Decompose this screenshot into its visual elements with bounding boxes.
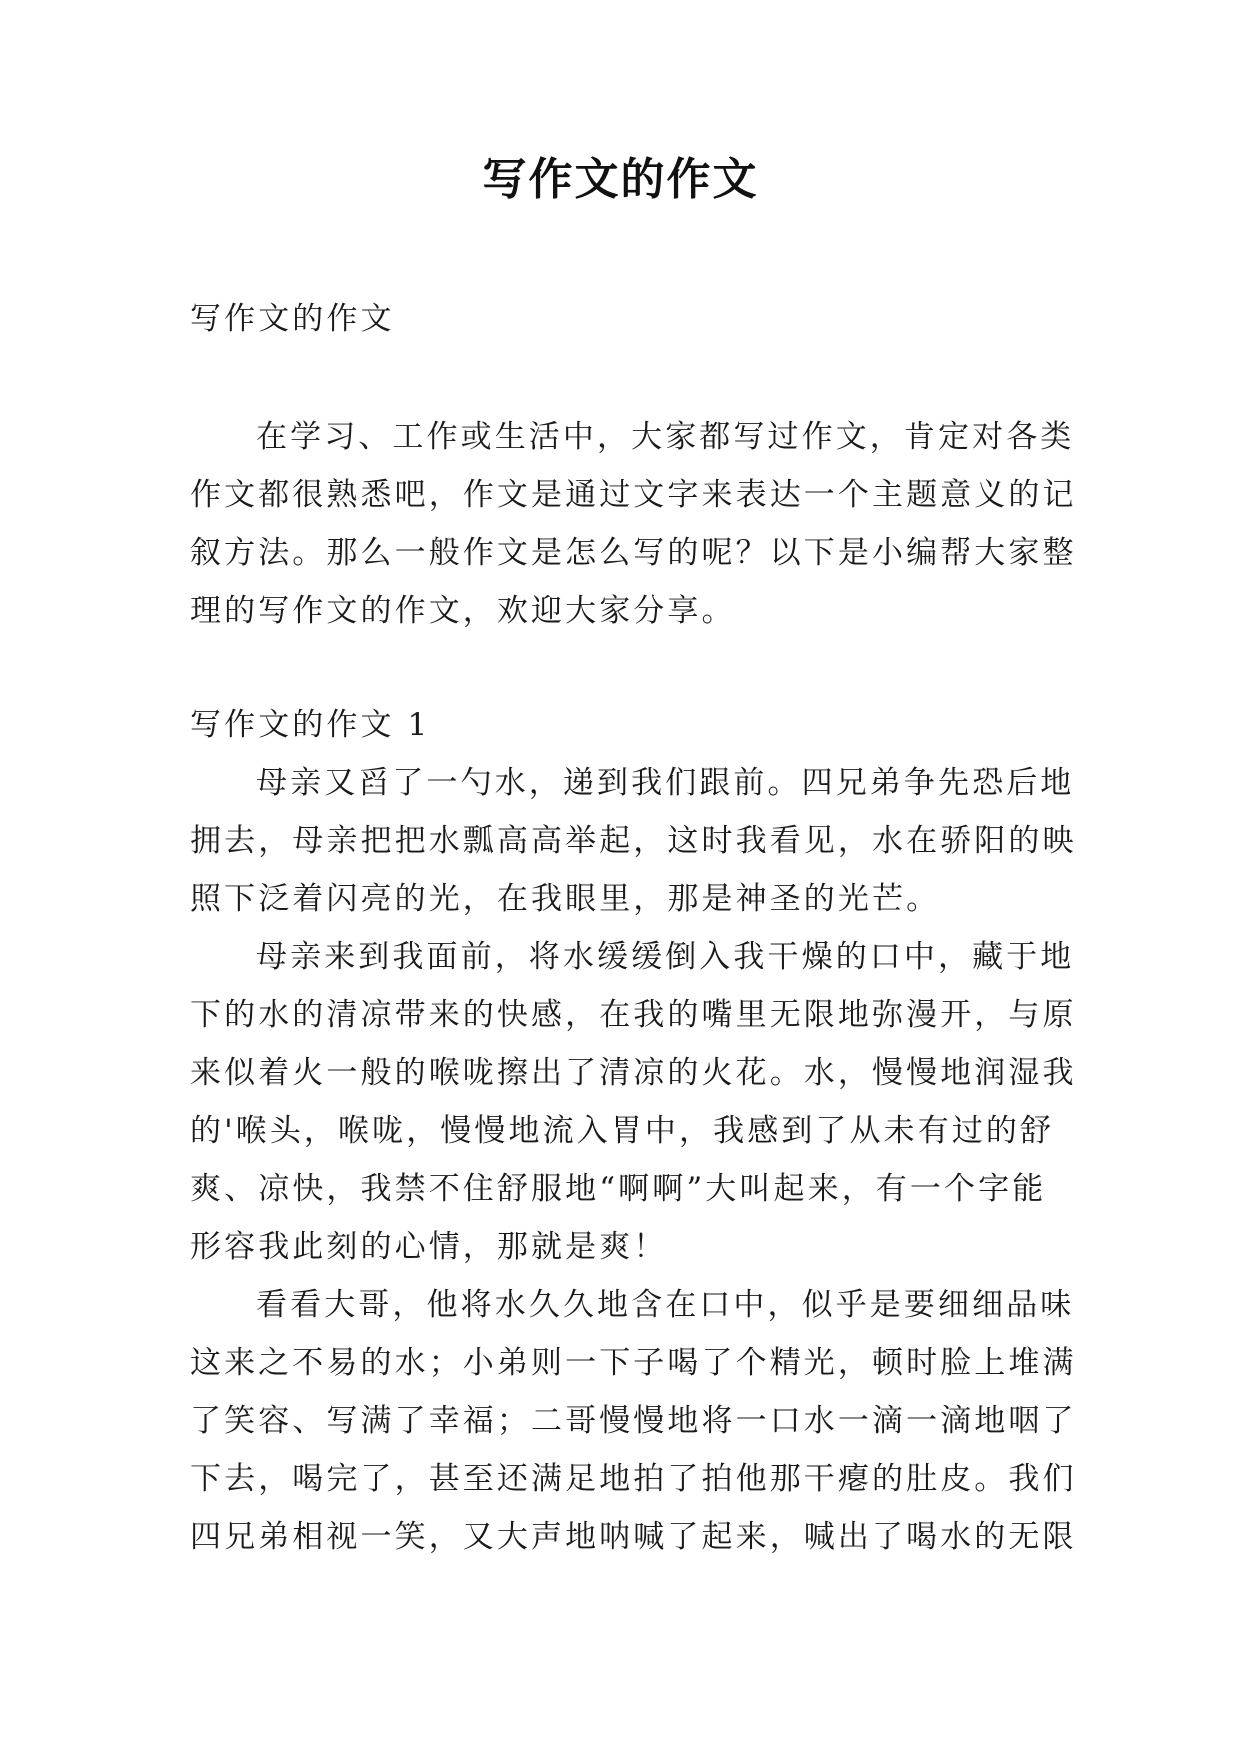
paragraph-2 [190, 928, 1077, 1276]
paragraph-line: 来似着火一般的喉咙擦出了清凉的火花。水，慢慢地润湿我 [190, 1055, 1077, 1091]
paragraph-line: 母亲来到我面前，将水缓缓倒入我干燥的口中，藏于地 [256, 939, 1075, 975]
paragraph-line: 母亲又舀了一勺水，递到我们跟前。四兄弟争先恐后地 [256, 765, 1075, 801]
paragraph-3 [190, 1276, 1077, 1566]
paragraph-line: 了笑容、写满了幸福；二哥慢慢地将一口水一滴一滴地咽了 [190, 1403, 1077, 1439]
paragraph-line: 的'喉头，喉咙，慢慢地流入胃中，我感到了从未有过的舒 [190, 1113, 1055, 1149]
paragraph-line: 看看大哥，他将水久久地含在口中，似乎是要细细品味 [256, 1287, 1075, 1323]
intro-paragraph [190, 408, 1077, 640]
spacer [190, 348, 1053, 408]
document-title: 写作文的作文 [482, 154, 759, 205]
document-subtitle: 写作文的作文 [190, 301, 395, 337]
intro-line: 叙方法。那么一般作文是怎么写的呢？以下是小编帮大家整 [190, 535, 1077, 571]
document-body [190, 290, 1077, 1566]
paragraph-line: 照下泛着闪亮的光，在我眼里，那是神圣的光芒。 [190, 881, 941, 917]
paragraph-line: 下去，喝完了，甚至还满足地拍了拍他那干瘪的肚皮。我们 [190, 1461, 1077, 1497]
paragraph-line: 爽、凉快，我禁不住舒服地“啊啊”大叫起来，有一个字能 [190, 1171, 1047, 1207]
paragraph-line: 四兄弟相视一笑，又大声地呐喊了起来，喊出了喝水的无限 [190, 1519, 1077, 1555]
paragraph-line: 形容我此刻的心情，那就是爽！ [190, 1229, 668, 1265]
section-heading: 写作文的作文 1 [190, 707, 431, 743]
intro-line: 作文都很熟悉吧，作文是通过文字来表达一个主题意义的记 [190, 477, 1077, 513]
intro-line: 在学习、工作或生活中，大家都写过作文，肯定对各类 [256, 419, 1075, 455]
intro-line: 理的写作文的作文，欢迎大家分享。 [190, 593, 736, 629]
spacer [190, 640, 1053, 696]
paragraph-line: 下的水的清凉带来的快感，在我的嘴里无限地弥漫开，与原 [190, 997, 1077, 1033]
paragraph-line: 这来之不易的水；小弟则一下子喝了个精光，顿时脸上堆满 [190, 1345, 1077, 1381]
paragraph-1 [190, 754, 1077, 928]
paragraph-line: 拥去，母亲把把水瓢高高举起，这时我看见，水在骄阳的映 [190, 823, 1077, 859]
